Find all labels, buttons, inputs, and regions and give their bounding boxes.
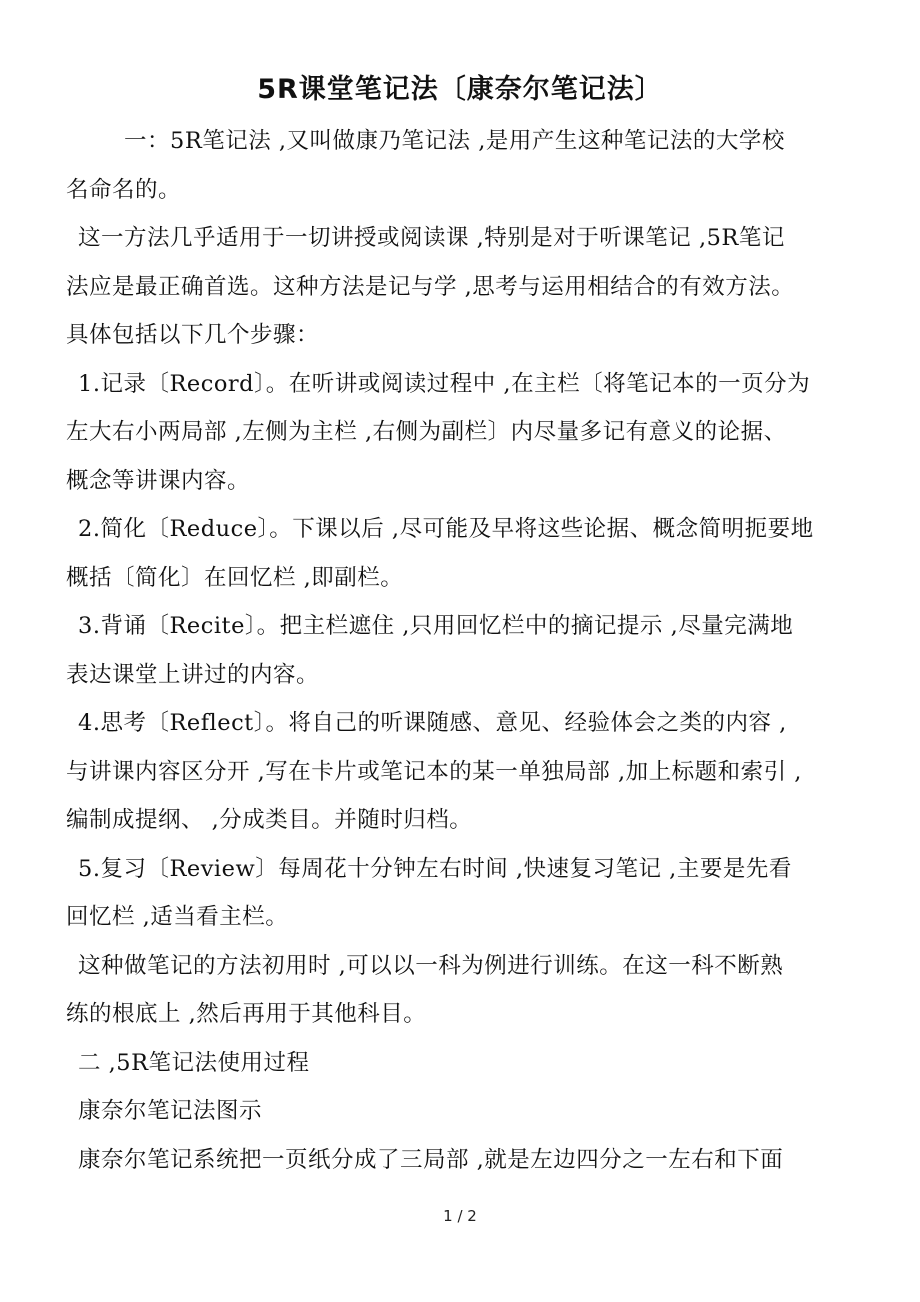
step-line: 3.背诵〔Recite〕。把主栏遮住 ,只用回忆栏中的摘记提示 ,尽量完满地 xyxy=(78,613,794,639)
step-line: 1.记录〔Record〕。在听讲或阅读过程中 ,在主栏〔将笔记本的一页分为 xyxy=(78,370,811,397)
step-line: 左大右小两局部 ,左侧为主栏 ,右侧为副栏〕内尽量多记有意义的论据、 xyxy=(66,419,787,445)
section-heading: 二 ,5R笔记法使用过程 xyxy=(78,1049,310,1076)
step-line: 概念等讲课内容。 xyxy=(66,467,251,494)
figure-caption: 康奈尔笔记法图示 xyxy=(78,1098,263,1124)
step-line: 概括〔简化〕在回忆栏 ,即副栏。 xyxy=(66,564,404,591)
paragraph-line: 法应是最正确首选。这种方法是记与学 ,思考与运用相结合的有效方法。 xyxy=(66,273,795,300)
step-line: 编制成提纲、 ,分成类目。并随时归档。 xyxy=(66,807,473,833)
step-line: 与讲课内容区分开 ,写在卡片或笔记本的某一单独局部 ,加上标题和索引 , xyxy=(66,758,802,785)
step-line: 回忆栏 ,适当看主栏。 xyxy=(66,904,289,930)
paragraph-line: 练的根底上 ,然后再用于其他科目。 xyxy=(66,1001,427,1027)
paragraph-line: 康奈尔笔记系统把一页纸分成了三局部 ,就是左边四分之一左右和下面 xyxy=(78,1146,784,1173)
step-line: 4.思考〔Reflect〕。将自己的听课随感、意见、经验体会之类的内容 , xyxy=(78,710,787,736)
step-line: 5.复习〔Review〕每周花十分钟左右时间 ,快速复习笔记 ,主要是先看 xyxy=(78,855,792,882)
step-line: 2.简化〔Reduce〕。下课以后 ,尽可能及早将这些论据、概念简明扼要地 xyxy=(78,516,814,542)
paragraph-line: 名命名的。 xyxy=(66,176,182,203)
paragraph-line: 具体包括以下几个步骤： xyxy=(66,322,320,348)
paragraph-line: 这一方法几乎适用于一切讲授或阅读课 ,特别是对于听课笔记 ,5R笔记 xyxy=(78,225,785,251)
step-line: 表达课堂上讲过的内容。 xyxy=(66,661,320,688)
paragraph-line: 一：5R笔记法 ,又叫做康乃笔记法 ,是用产生这种笔记法的大学校 xyxy=(124,128,785,154)
paragraph-line: 这种做笔记的方法初用时 ,可以以一科为例进行训练。在这一科不断熟 xyxy=(78,952,784,979)
page-number: 1 / 2 xyxy=(443,1207,477,1225)
document-title: 5R课堂笔记法〔康奈尔笔记法〕 xyxy=(257,74,663,105)
document-body xyxy=(66,117,866,1184)
